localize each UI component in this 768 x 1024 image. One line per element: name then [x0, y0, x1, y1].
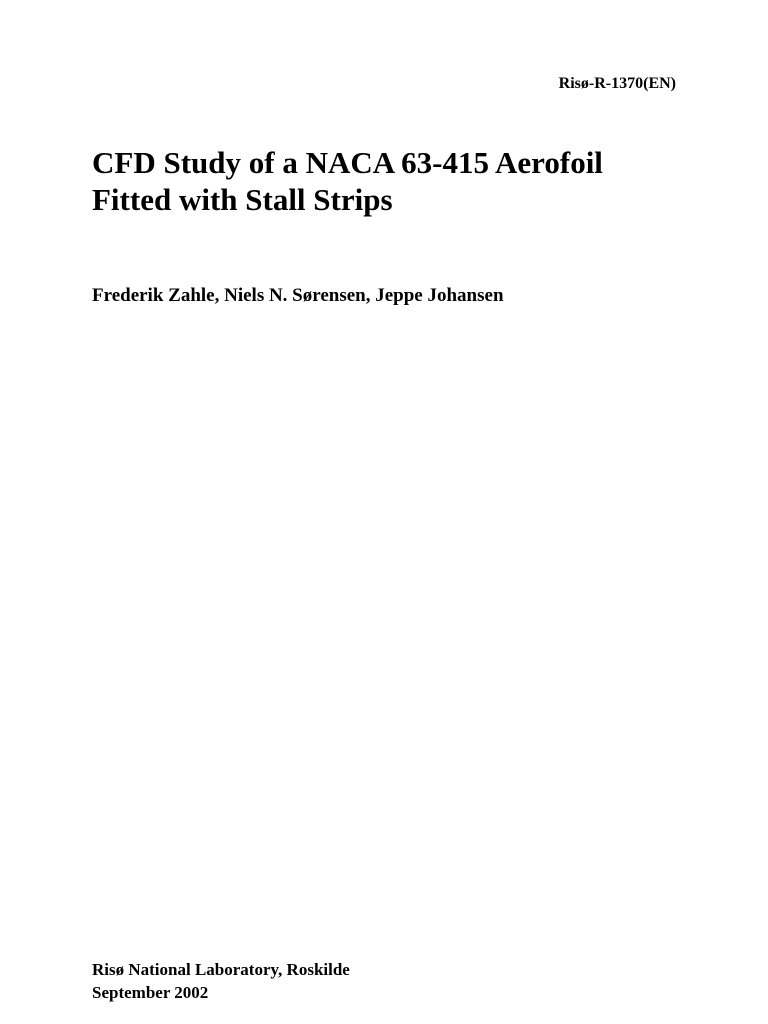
title-line-2: Fitted with Stall Strips [92, 182, 393, 217]
report-number: Risø-R-1370(EN) [558, 75, 676, 92]
document-title [92, 144, 712, 218]
publication-date: September 2002 [92, 983, 209, 1002]
title-line-1: CFD Study of a NACA 63-415 Aerofoil [92, 145, 603, 180]
institution-name: Risø National Laboratory, Roskilde [92, 960, 350, 979]
publication-imprint [92, 958, 350, 1004]
author-list: Frederik Zahle, Niels N. Sørensen, Jeppe Johansen [92, 285, 504, 306]
